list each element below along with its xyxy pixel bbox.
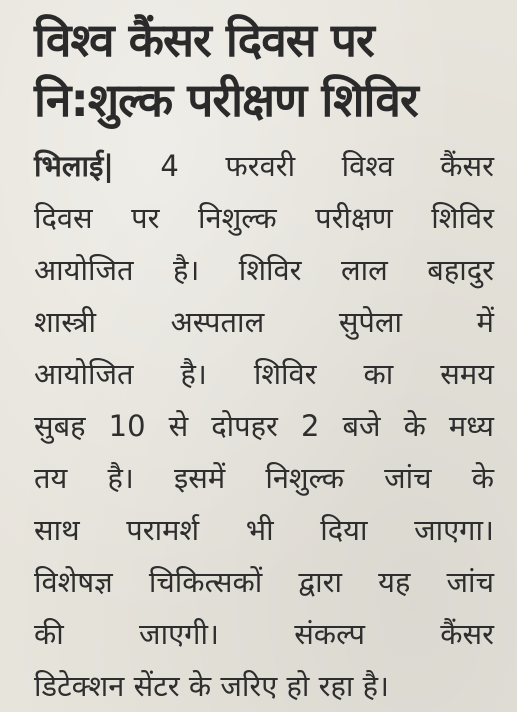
body-line-11: डिटेक्शन सेंटर के जरिए हो रहा है।: [34, 669, 390, 703]
body-line-4: शास्त्री अस्पताल सुपेला में: [34, 305, 494, 339]
body-line-9: विशेषज्ञ चिकित्सकों द्वारा यह जांच: [34, 565, 494, 599]
body-line-3: आयोजित है। शिविर लाल बहादुर: [34, 253, 494, 287]
headline-line-2: नि:शुल्क परीक्षण शिविर: [34, 73, 418, 127]
dateline: भिलाई|: [34, 149, 114, 183]
article-headline: [34, 10, 494, 130]
body-line-1: [34, 140, 494, 192]
article-body: [34, 140, 494, 712]
body-line-2: दिवस पर निशुल्क परीक्षण शिविर: [34, 201, 494, 235]
body-line-7: तय है। इसमें निशुल्क जांच के: [34, 461, 494, 495]
body-line-1-text: 4 फरवरी विश्व कैंसर: [113, 149, 494, 183]
body-line-5: आयोजित है। शिविर का समय: [34, 357, 494, 391]
headline-line-1: विश्व कैंसर दिवस पर: [34, 13, 374, 67]
body-line-8: साथ परामर्श भी दिया जाएगा।: [34, 513, 494, 547]
body-line-10: की जाएगी। संकल्प कैंसर: [34, 617, 494, 651]
body-line-6: सुबह 10 से दोपहर 2 बजे के मध्य: [34, 409, 494, 443]
